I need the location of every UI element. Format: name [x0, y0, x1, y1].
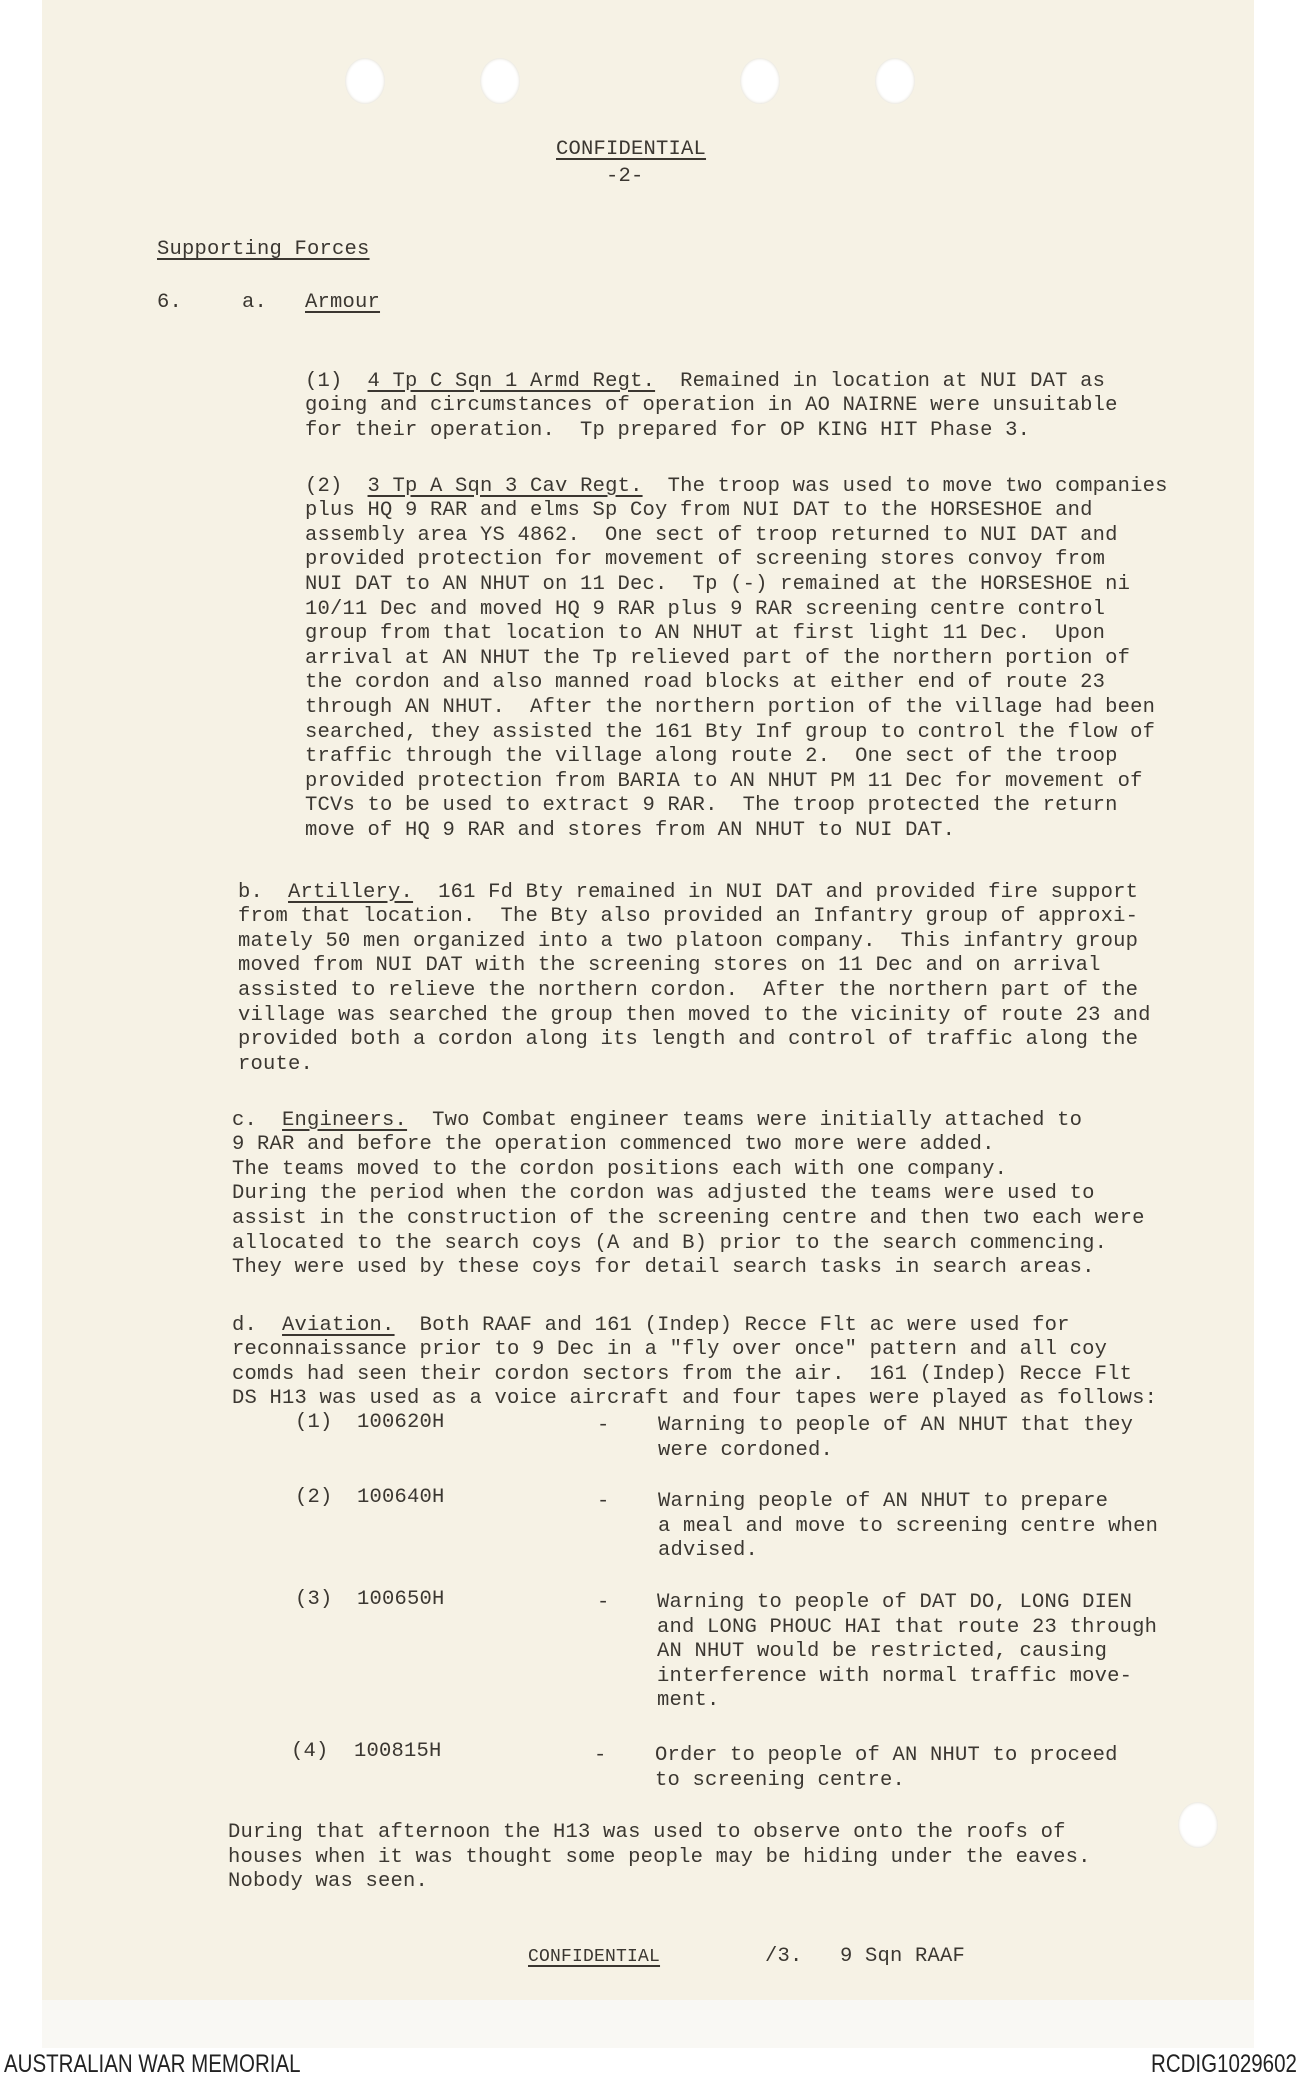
subpara-label: d. — [232, 1313, 258, 1337]
header-classification: CONFIDENTIAL — [556, 138, 707, 161]
engineers-paragraph — [232, 1084, 1145, 1281]
tape-number: (3) — [295, 1588, 333, 1611]
section-title: Supporting Forces — [157, 238, 370, 261]
tape-dash: - — [597, 1414, 610, 1437]
paragraph-text: Both RAAF and 161 (Indep) Recce Flt ac were used for — [394, 1313, 1070, 1337]
subpara-label: b. — [238, 880, 264, 904]
armour-item-1 — [305, 345, 1118, 443]
item-number: (1) — [305, 369, 343, 393]
tape-number: (1) — [295, 1411, 333, 1434]
tape-text: Warning to people of AN NHUT that they were cordoned. — [658, 1414, 1134, 1462]
paragraph-body: from that location. The Bty also provided an Infantry group of approxi- mately 50 men organized into a two platoon company. This infantry group moved from NUI DAT with the screening stores on 11 Dec and on arrival assisted to relieve the northern cordon. After the northern part of the village was searched the group then moved to the vicinity of route 23 and provided both a cordon along its length and control of traffic along the route. — [238, 905, 1151, 1076]
artillery-paragraph — [238, 856, 1151, 1077]
punch-hole-icon — [875, 58, 915, 104]
paragraph-body: 9 RAR and before the operation commenced two more were added. The teams moved to the cordon positions each with one company. During the period when the cordon was adjusted the teams were used to assist in the construction of the screening centre and then two each were allocated to the search coys (A and B) prior to the search commencing. They were used by these coys for detail search tasks in search areas. — [232, 1133, 1145, 1280]
item-text: The troop was used to move two companies — [642, 474, 1168, 498]
subpara-label: a. — [242, 291, 268, 314]
next-page-heading: 9 Sqn RAAF — [840, 1945, 966, 1968]
subpara-title: Engineers. — [282, 1108, 408, 1132]
subpara-label: c. — [232, 1108, 258, 1132]
paragraph-text: Two Combat engineer teams were initially attached to — [407, 1108, 1083, 1132]
item-text-body: plus HQ 9 RAR and elms Sp Coy from NUI DAT to the HORSESHOE and assembly area YS 4862. One sect of troop returned to NUI DAT and provided protection for movement of screening stores convoy from NUI DAT to AN NHUT on 11 Dec. Tp (-) remained at the HORSESHOE ni 10/11 Dec and moved HQ 9 RAR plus 9 RAR screening centre control group from that location to AN NHUT at first light 11 Dec. Upon arrival at AN NHUT the Tp relieved part of the northern portion of the cordon and also manned road blocks at either end of route 23 through AN NHUT. After the northern portion of the village had been searched, they assisted the 161 Bty Inf group to control the flow of traffic through the village along route 2. One sect of the troop provided protection from BARIA to AN NHUT PM 11 Dec for movement of TCVs to be used to extract 9 RAR. The troop protected the return move of HQ 9 RAR and stores from AN NHUT to NUI DAT. — [305, 499, 1156, 842]
closing-paragraph: During that afternoon the H13 was used to observe onto the roofs of houses when it was thought some people may be hiding under the eaves. Nobody was seen. — [228, 1821, 1091, 1894]
punch-hole-icon — [480, 58, 520, 104]
item-title: 3 Tp A Sqn 3 Cav Regt. — [367, 474, 643, 498]
tape-dash: - — [597, 1591, 610, 1614]
tape-number: (2) — [295, 1486, 333, 1509]
paragraph-body: reconnaissance prior to 9 Dec in a "fly over once" pattern and all coy comds had seen their cordon sectors from the air. 161 (Indep) Recce Flt DS H13 was used as a voice aircraft and four tapes were played as follows: — [232, 1338, 1158, 1411]
item-number: (2) — [305, 474, 343, 498]
next-page-marker: /3. — [765, 1945, 803, 1968]
tape-dash: - — [597, 1490, 610, 1513]
tape-dash: - — [594, 1744, 607, 1767]
aviation-paragraph — [232, 1289, 1157, 1412]
punch-hole-icon — [345, 58, 385, 104]
subpara-title: Armour — [305, 291, 381, 314]
tape-text: Warning to people of DAT DO, LONG DIEN and LONG PHOUC HAI that route 23 through AN NHUT would be restricted, causing interference with normal traffic move- ment. — [657, 1591, 1158, 1713]
subpara-title: Artillery. — [288, 880, 414, 904]
page-background — [42, 2000, 1254, 2048]
caption-record-id: RCDIG1029602 — [1151, 2050, 1297, 2078]
subpara-title: Aviation. — [282, 1313, 395, 1337]
tape-time: 100640H — [357, 1486, 445, 1509]
punch-hole-icon — [1178, 1802, 1218, 1848]
armour-item-2 — [305, 450, 1168, 844]
item-text: Remained in location at NUI DAT as — [655, 369, 1106, 393]
tape-time: 100815H — [354, 1740, 442, 1763]
paragraph-text: 161 Fd Bty remained in NUI DAT and provided fire support — [413, 880, 1139, 904]
tape-text: Warning people of AN NHUT to prepare a meal and move to screening centre when advised. — [658, 1490, 1159, 1563]
page-number: -2- — [606, 165, 644, 188]
item-text-body: going and circumstances of operation in AO NAIRNE were unsuitable for their operation. Tp prepared for OP KING HIT Phase 3. — [305, 394, 1118, 442]
footer-classification: CONFIDENTIAL — [528, 1947, 661, 1967]
tape-time: 100620H — [357, 1411, 445, 1434]
punch-hole-icon — [740, 58, 780, 104]
tape-time: 100650H — [357, 1588, 445, 1611]
tape-number: (4) — [291, 1740, 329, 1763]
caption-institution: AUSTRALIAN WAR MEMORIAL — [4, 2050, 301, 2078]
item-title: 4 Tp C Sqn 1 Armd Regt. — [367, 369, 656, 393]
tape-text: Order to people of AN NHUT to proceed to screening centre. — [655, 1744, 1118, 1792]
para-number: 6. — [157, 291, 183, 314]
